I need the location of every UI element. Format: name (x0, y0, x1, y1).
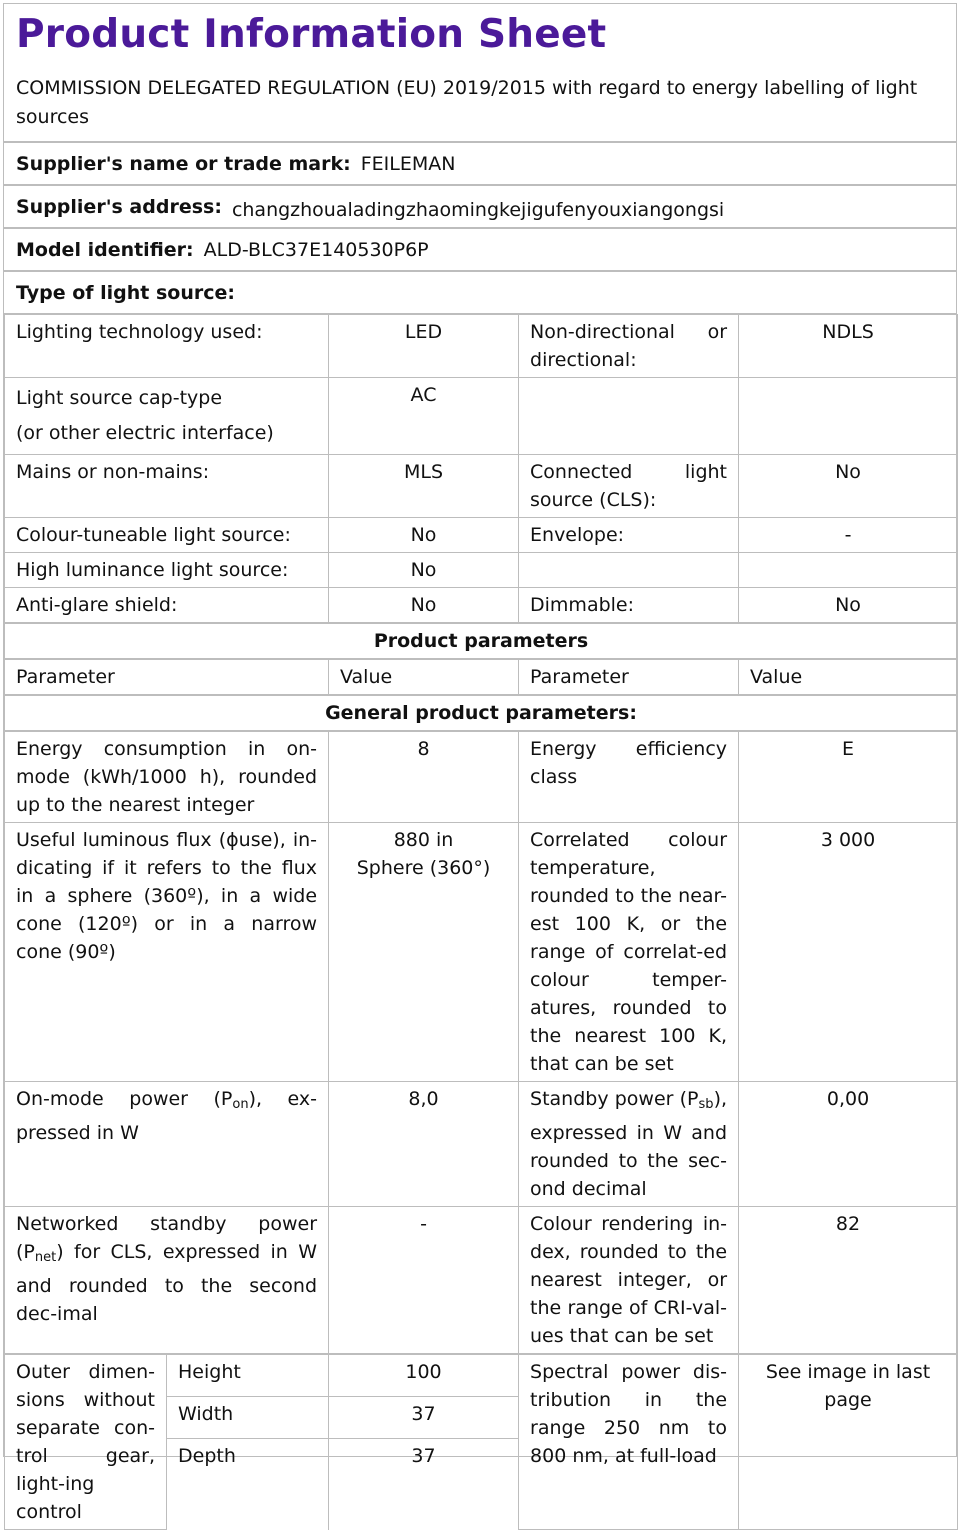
lighting-technology-label: Lighting technology used: (5, 315, 329, 378)
supplier-name-label: Supplier's name or trade mark: (16, 153, 351, 175)
general-parameters-heading: General product parameters: (5, 695, 958, 731)
envelope-label: Envelope: (519, 518, 739, 553)
high-luminance-label: High luminance light source: (5, 553, 329, 588)
product-information-sheet (3, 3, 957, 1523)
column-header-parameter: Parameter (519, 659, 739, 695)
on-mode-power-value: 8,0 (329, 1082, 519, 1207)
table-row (5, 1082, 958, 1207)
supplier-name-value: FEILEMAN (360, 153, 456, 175)
title-block (4, 4, 956, 143)
cri-label: Colour rendering in-dex, rounded to the nearest integer, or the range of CRI-val-ues that can be set (519, 1207, 739, 1355)
table-row (5, 378, 958, 455)
networked-standby-value: - (329, 1207, 519, 1355)
colour-tuneable-value: No (329, 518, 519, 553)
table-row (5, 1354, 958, 1397)
mains-label: Mains or non-mains: (5, 455, 329, 518)
regulation-subtitle: COMMISSION DELEGATED REGULATION (EU) 2019/2015 with regard to energy labelling of light sources (16, 77, 918, 128)
colour-temperature-label: Correlated colour temperature, rounded to the near-est 100 K, or the range of correlat-ed colour temper-atures, rounded to the nearest 100 K, that can be set (519, 823, 739, 1082)
dimmable-value: No (739, 588, 958, 624)
spectral-distribution-label: Spectral power dis-tribution in the range 250 nm to 800 nm, at full-load (519, 1354, 739, 1530)
standby-power-subscript: sb (698, 1097, 714, 1112)
envelope-value: - (739, 518, 958, 553)
standby-power-label-a: Standby power (P (530, 1088, 699, 1110)
energy-consumption-value: 8 (329, 731, 519, 823)
colour-tuneable-label: Colour-tuneable light source: (5, 518, 329, 553)
cls-label: Connected light source (CLS): (519, 455, 739, 518)
networked-standby-subscript: net (34, 1250, 57, 1265)
supplier-address-row (4, 186, 956, 229)
table-row (5, 315, 958, 378)
anti-glare-label: Anti-glare shield: (5, 588, 329, 624)
on-mode-power-label-b: ), ex-pressed in W (16, 1088, 318, 1144)
width-value: 37 (329, 1397, 519, 1439)
parameters-table (4, 314, 958, 1530)
mains-value: MLS (329, 455, 519, 518)
supplier-address-label: Supplier's address: (16, 196, 222, 218)
spectral-distribution-value: See image in last page (739, 1354, 958, 1530)
cap-type-label (5, 378, 329, 455)
directionality-value: NDLS (739, 315, 958, 378)
networked-standby-label-b: ) for CLS, expressed in W and rounded to the second dec-imal (16, 1241, 318, 1325)
on-mode-power-label (5, 1082, 329, 1207)
empty-cell (739, 378, 958, 455)
depth-value: 37 (329, 1438, 519, 1529)
on-mode-power-subscript: on (232, 1097, 249, 1112)
table-row (5, 553, 958, 588)
standby-power-label-b: ), expressed in W and rounded to the sec-ond decimal (530, 1088, 728, 1200)
table-row (5, 731, 958, 823)
networked-standby-label-a: Networked standby power (P (16, 1213, 318, 1263)
empty-cell (519, 378, 739, 455)
lighting-technology-value: LED (329, 315, 519, 378)
light-source-type-row (4, 272, 956, 314)
supplier-address-value: changzhoualadingzhaomingkejigufenyouxiangongsi (231, 199, 725, 221)
networked-standby-label (5, 1207, 329, 1355)
table-row (5, 695, 958, 731)
table-row (5, 588, 958, 624)
energy-consumption-label: Energy consumption in on-mode (kWh/1000 h), rounded up to the nearest integer (5, 731, 329, 823)
supplier-name-row (4, 143, 956, 186)
table-row (5, 823, 958, 1082)
luminous-flux-value-line1: 880 in (393, 829, 454, 851)
column-header-value: Value (739, 659, 958, 695)
column-header-value: Value (329, 659, 519, 695)
model-identifier-value: ALD-BLC37E140530P6P (203, 239, 429, 261)
height-label: Height (167, 1354, 329, 1397)
page-title: Product Information Sheet (16, 12, 607, 57)
energy-class-value: E (739, 731, 958, 823)
luminous-flux-value-line2: Sphere (360°) (356, 857, 491, 879)
on-mode-power-label-a: On-mode power (P (16, 1088, 233, 1110)
cap-type-value: AC (329, 378, 519, 455)
outer-dimensions-label: Outer dimen-sions without separate con-trol gear, light-ing control (5, 1354, 167, 1530)
table-row (5, 659, 958, 695)
luminous-flux-value (329, 823, 519, 1082)
cap-type-label-line2: (or other electric interface) (16, 422, 274, 444)
table-row (5, 455, 958, 518)
column-header-parameter: Parameter (5, 659, 329, 695)
table-row (5, 1207, 958, 1355)
depth-label: Depth (167, 1438, 329, 1529)
width-label: Width (167, 1397, 329, 1439)
high-luminance-value: No (329, 553, 519, 588)
colour-temperature-value: 3 000 (739, 823, 958, 1082)
luminous-flux-label: Useful luminous flux (ɸuse), in-dicating if it refers to the flux in a sphere (360º), in a wide cone (120º) or in a narrow cone (90º) (5, 823, 329, 1082)
standby-power-label (519, 1082, 739, 1207)
energy-class-label: Energy efficiency class (519, 731, 739, 823)
directionality-label: Non-directional or directional: (519, 315, 739, 378)
anti-glare-value: No (329, 588, 519, 624)
light-source-type-label: Type of light source: (16, 282, 235, 304)
table-row (5, 623, 958, 659)
model-identifier-row (4, 229, 956, 272)
cls-value: No (739, 455, 958, 518)
cri-value: 82 (739, 1207, 958, 1355)
cap-type-label-line1: Light source cap-type (16, 387, 223, 409)
product-parameters-heading: Product parameters (5, 623, 958, 659)
height-value: 100 (329, 1354, 519, 1397)
standby-power-value: 0,00 (739, 1082, 958, 1207)
model-identifier-label: Model identifier: (16, 239, 194, 261)
empty-cell (739, 553, 958, 588)
dimmable-label: Dimmable: (519, 588, 739, 624)
empty-cell (519, 553, 739, 588)
table-row (5, 518, 958, 553)
